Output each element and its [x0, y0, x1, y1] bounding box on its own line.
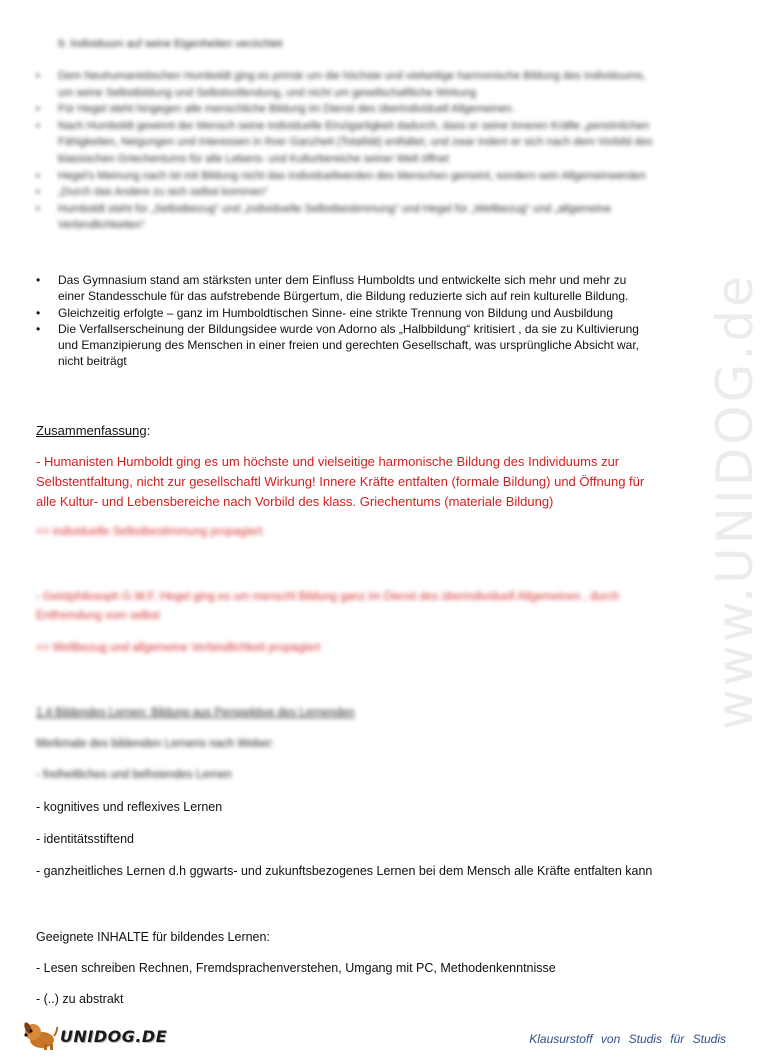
summary-heading	[36, 423, 150, 438]
list-item: • Die Verfallserscheinung der Bildungsidee wurde von Adorno als „Halbbildung“ kritisiert , da sie zu Kultivierung und Emanzipierung des Menschen in einer freien und gerechten Gesellschaft, was ursprüngliche Absicht war, nicht beiträgt	[36, 321, 656, 370]
blurred-summary-line: => individuelle Selbstbestimmung propagiert	[36, 526, 263, 538]
list-item: • Gleichzeitig erfolgte – ganz im Humboldtischen Sinne- eine strikte Trennung von Bildung und Ausbildung	[36, 305, 656, 321]
footer	[0, 1012, 750, 1060]
blurred-section-heading: 1.4 Bildendes Lernen: Bildung aus Perspektive des Lernenden	[36, 707, 355, 719]
summary-paragraph: - Humanisten Humboldt ging es um höchste und vielseitige harmonische Bildung des Individuums zur Selbstentfaltung, nicht zur gesellschaftl Wirkung! Innere Kräfte entfalten (formale Bildung) und Öffnung für alle Kultur- und Lebensbereiche nach Vorbild des klass. Griechentums (materiale Bildung)	[36, 454, 645, 509]
footer-tagline: Klausurstoff von Studis für Studis	[529, 1032, 726, 1046]
bullet-list	[36, 272, 656, 370]
blurred-bullet-list	[36, 68, 656, 234]
summary-colon: :	[146, 423, 151, 438]
list-item: • Humboldt steht für „Selbstbezug“ und „individuelle Selbstbestimmung“ und Hegel für „Weltbezug“ und „allgemeine Verbindlichkeiten“	[36, 201, 656, 234]
list-item: - (..) zu abstrakt	[36, 992, 124, 1006]
list-item: • Das Gymnasium stand am stärksten unter dem Einfluss Humboldts und entwickelte sich mehr und mehr zu einer Standesschule für das aufstrebende Bürgertum, die Bildung reduzierte sich auf rein kulturelle Bildung.	[36, 272, 656, 305]
blurred-summary-line: => Weltbezug und allgemeine Verbindlichkeit propagiert	[36, 642, 321, 654]
list-item: • „Durch das Andere zu sich selbst kommen“	[36, 184, 656, 201]
list-item: - identitätsstiftend	[36, 832, 134, 846]
dog-icon	[22, 1020, 58, 1053]
blurred-summary-paragraph: - Geistphilosoph G.W.F. Hegel ging es um menschl Bildung ganz im Dienst des überindividuell Allgemeinen , durch Entfremdung vom selbst	[36, 591, 619, 622]
list-item: • Für Hegel steht hingegen alle menschliche Bildung im Dienst des überindividuell Allgemeinen.	[36, 101, 656, 118]
list-item: - ganzheitliches Lernen d.h ggwarts- und zukunftsbezogenes Lernen bei dem Mensch alle Kräfte entfalten kann	[36, 864, 653, 878]
logo[interactable]	[22, 1020, 167, 1053]
blurred-heading: 9. Individuum auf seine Eigenheiten verzichtet	[58, 38, 283, 50]
summary-label: Zusammenfassung	[36, 423, 147, 438]
watermark: www.UNIDOG.de	[706, 273, 764, 730]
list-item: - Lesen schreiben Rechnen, Fremdsprachenverstehen, Umgang mit PC, Methodenkenntnisse	[36, 961, 556, 975]
list-item: • Nach Humboldt gewinnt der Mensch seine individuelle Einzigartigkeit dadurch, dass er seine inneren Kräfte „persönlichen Fähigkeiten, Neigungen und Interessen in ihrer Ganzheit (Totalität) entfaltet, und zwar indem er sich nach dem Vorbild des klassischen Griechentums für alle Lebens- und Kulturbereiche seiner Welt öffnet	[36, 118, 656, 168]
blurred-text: - freiheitliches und befreiendes Lernen	[36, 769, 232, 781]
blurred-text: Merkmale des bildenden Lernens nach Weber:	[36, 738, 275, 750]
inhalte-heading: Geeignete INHALTE für bildendes Lernen:	[36, 930, 270, 944]
list-item: • Dem Neuhumanistischen Humboldt ging es primär um die höchste und vielseitige harmonische Bildung des Individuums, um seine Selbstbildung und Selbstvollendung, und nicht um gesellschaftliche Wirkung	[36, 68, 656, 101]
logo-text: UNIDOG.DE	[60, 1027, 168, 1046]
list-item: - kognitives und reflexives Lernen	[36, 800, 223, 814]
list-item: • Hegel's Meinung nach ist mit Bildung nicht das Individuellwerden des Menschen gemeint, sondern sein Allgemeinwerden	[36, 168, 656, 185]
